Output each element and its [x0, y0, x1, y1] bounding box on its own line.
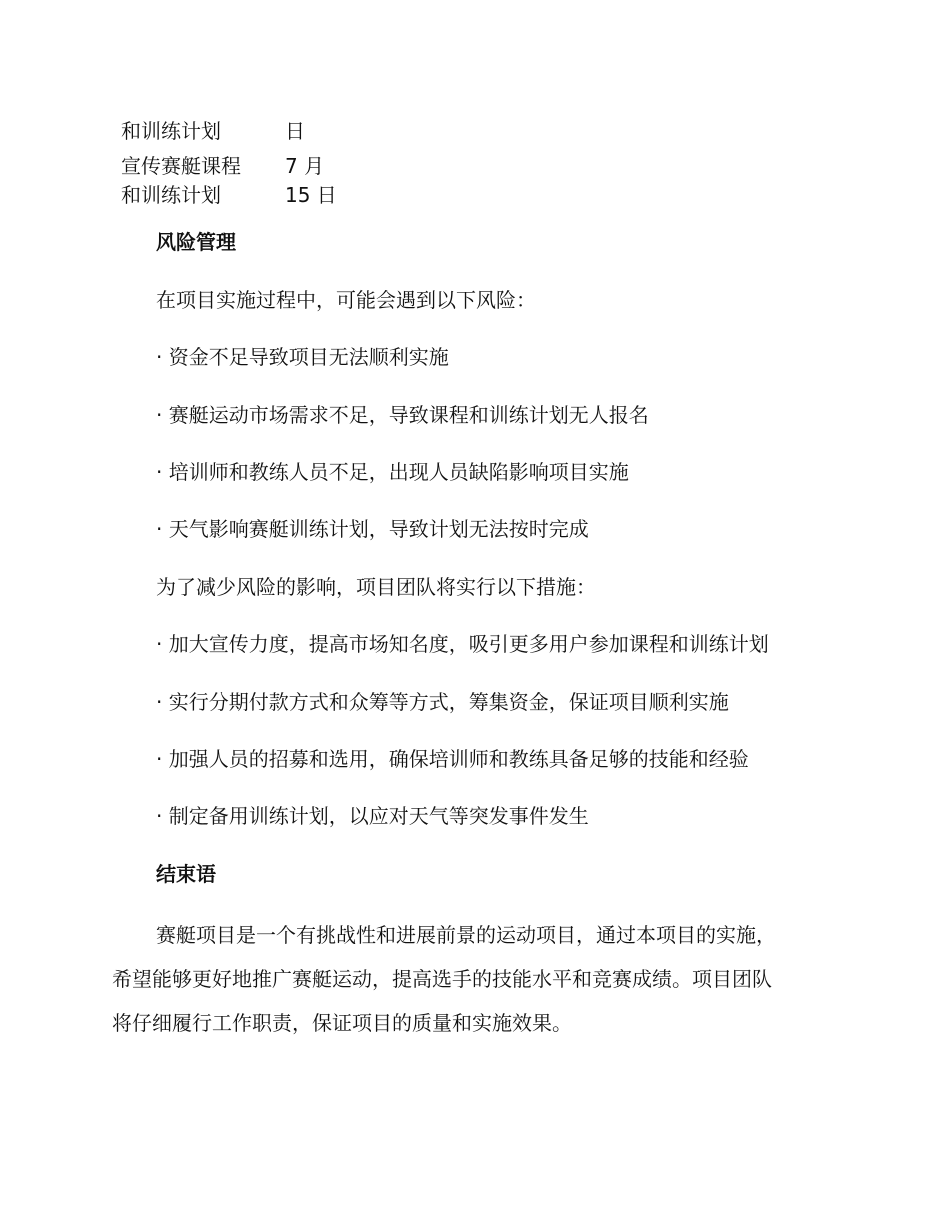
measure-item: · 加强人员的招募和选用，确保培训师和教练具备足够的技能和经验	[156, 747, 749, 771]
schedule-date-cell: 15 日	[285, 183, 337, 207]
table-row	[121, 117, 381, 146]
conclusion-line: 将仔细履行工作职责，保证项目的质量和实施效果。	[112, 1011, 572, 1035]
risk-item: · 培训师和教练人员不足，出现人员缺陷影响项目实施	[156, 460, 629, 484]
schedule-table-fragment	[121, 117, 381, 210]
risk-heading: 风险管理	[156, 230, 236, 254]
schedule-date-cell: 7 月	[285, 154, 325, 178]
measure-item: · 制定备用训练计划，以应对天气等突发事件发生	[156, 804, 589, 828]
measures-intro: 为了减少风险的影响，项目团队将实行以下措施：	[156, 575, 596, 599]
risk-intro: 在项目实施过程中，可能会遇到以下风险：	[156, 288, 536, 312]
measure-item: · 加大宣传力度，提高市场知名度，吸引更多用户参加课程和训练计划	[156, 632, 769, 656]
conclusion-line: 赛艇项目是一个有挑战性和进展前景的运动项目，通过本项目的实施，	[156, 923, 776, 947]
schedule-item-cell: 宣传赛艇课程	[121, 154, 241, 178]
risk-item: · 资金不足导致项目无法顺利实施	[156, 345, 449, 369]
conclusion-line: 希望能够更好地推广赛艇运动，提高选手的技能水平和竞赛成绩。项目团队	[112, 967, 772, 991]
schedule-item-cell: 和训练计划	[121, 119, 221, 143]
risk-item: · 赛艇运动市场需求不足，导致课程和训练计划无人报名	[156, 403, 649, 427]
table-row	[121, 181, 381, 210]
schedule-item-cell: 和训练计划	[121, 183, 221, 207]
conclusion-paragraph	[112, 913, 842, 1045]
measure-item: · 实行分期付款方式和众筹等方式，筹集资金，保证项目顺利实施	[156, 690, 729, 714]
schedule-date-cell: 日	[285, 119, 305, 143]
table-row	[121, 152, 381, 181]
conclusion-heading: 结束语	[156, 862, 216, 886]
risk-item: · 天气影响赛艇训练计划，导致计划无法按时完成	[156, 517, 589, 541]
